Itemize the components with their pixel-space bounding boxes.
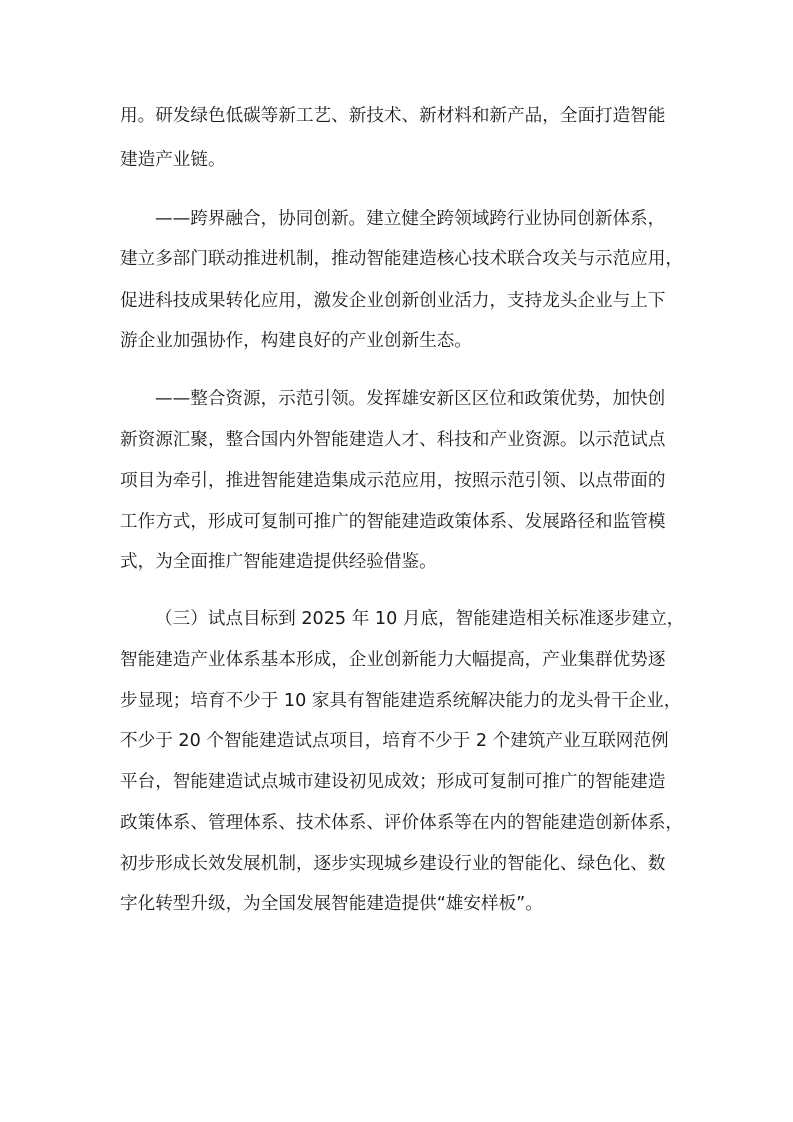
text-line: 步显现；培育不少于 10 家具有智能建造系统解决能力的龙头骨干企业， [120,691,682,711]
text-line: 式，为全面推广智能建造提供经验借鉴。 [120,552,437,572]
text-line: 初步形成长效发展机制，逐步实现城乡建设行业的智能化、绿色化、数 [120,854,666,874]
text-line: 政策体系、管理体系、技术体系、评价体系等在内的智能建造创新体系， [120,813,684,833]
text-line: ——跨界融合，协同创新。建立健全跨领域跨行业协同创新体系， [155,209,666,229]
text-line: （三）试点目标到 2025 年 10 月底，智能建造相关标准逐步建立， [155,609,685,629]
text-line: 智能建造产业体系基本形成，企业创新能力大幅提高，产业集群优势逐 [120,650,666,670]
text-line: 新资源汇聚，整合国内外智能建造人才、科技和产业资源。以示范试点 [120,430,666,450]
text-line: ——整合资源，示范引领。发挥雄安新区区位和政策优势，加快创 [155,389,666,409]
text-line: 字化转型升级，为全国发展智能建造提供“雄安样板”。 [120,894,543,914]
text-line: 建造产业链。 [120,150,226,170]
text-line: 工作方式，形成可复制可推广的智能建造政策体系、发展路径和监管模 [120,512,666,532]
text-line: 促进科技成果转化应用，激发企业创新创业活力，支持龙头企业与上下 [120,291,666,311]
text-line: 游企业加强协作，构建良好的产业创新生态。 [120,331,472,351]
text-line: 不少于 20 个智能建造试点项目，培育不少于 2 个建筑产业互联网范例 [120,731,669,751]
text-line: 用。研发绿色低碳等新工艺、新技术、新材料和新产品，全面打造智能 [120,106,666,126]
text-line: 平台，智能建造试点城市建设初见成效；形成可复制可推广的智能建造 [120,772,666,792]
text-line: 建立多部门联动推进机制，推动智能建造核心技术联合攻关与示范应用， [120,249,684,269]
text-line: 项目为牵引，推进智能建造集成示范应用，按照示范引领、以点带面的 [120,471,666,491]
